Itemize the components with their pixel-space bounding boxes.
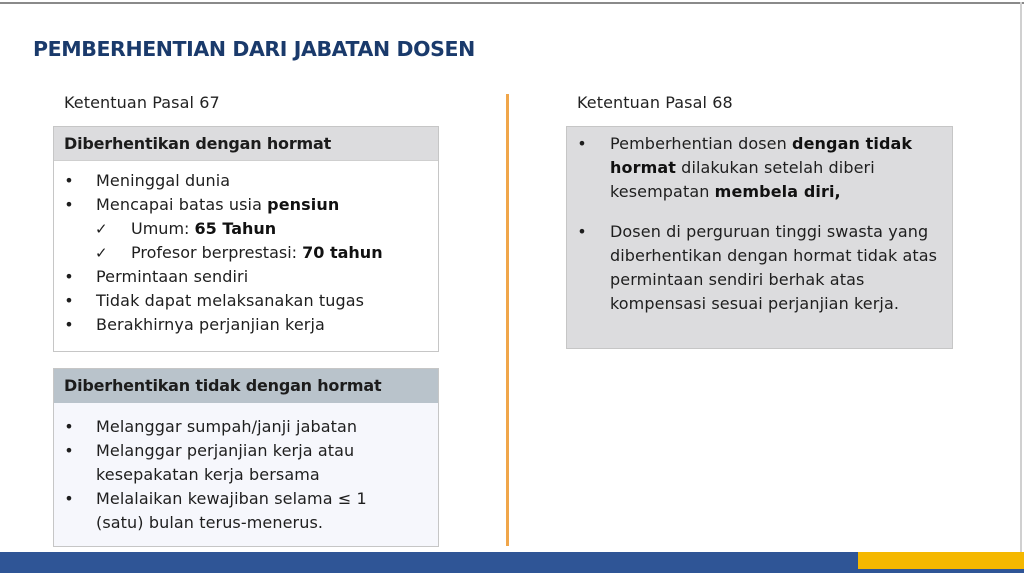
honorable-dismissal-box — [53, 126, 439, 352]
list-item: • Melanggar sumpah/janji jabatan — [54, 415, 438, 439]
list-item: • Pemberhentian dosen dengan tidak hormat dilakukan setelah diberi kesempatan membela diri, — [577, 134, 913, 201]
checkmark-icon: ✓ — [95, 244, 108, 262]
honorable-dismissal-header: Diberhentikan dengan hormat — [54, 127, 438, 161]
pasal-68-label: Ketentuan Pasal 68 — [577, 93, 733, 112]
bullet-icon: • — [64, 171, 74, 190]
column-divider — [506, 94, 509, 546]
list-item: • Tidak dapat melaksanakan tugas — [54, 289, 438, 313]
window-top-border — [0, 2, 1024, 4]
footer-bar-blue — [0, 552, 858, 573]
footer-bar-yellow — [858, 552, 1024, 569]
dishonorable-dismissal-box — [53, 368, 439, 547]
pasal-67-label: Ketentuan Pasal 67 — [64, 93, 220, 112]
list-item: • Mencapai batas usia pensiun — [54, 193, 438, 217]
list-item: • Berakhirnya perjanjian kerja — [54, 313, 438, 337]
dishonorable-dismissal-header: Diberhentikan tidak dengan hormat — [54, 369, 438, 403]
list-item: • Melalaikan kewajiban selama ≤ 1 (satu) bulan terus-menerus. — [64, 489, 367, 532]
bullet-icon: • — [64, 315, 74, 334]
list-item: • Meninggal dunia — [54, 169, 438, 193]
sub-list-item: ✓ Profesor berprestasi: 70 tahun — [54, 241, 438, 265]
list-item: • Melanggar perjanjian kerja atau kesepakatan kerja bersama — [64, 441, 355, 484]
window-right-border — [1020, 2, 1022, 562]
bullet-icon: • — [577, 222, 587, 241]
slide-title: PEMBERHENTIAN DARI JABATAN DOSEN — [33, 37, 475, 61]
footer-bar-base — [858, 569, 1024, 573]
bullet-icon: • — [64, 441, 74, 460]
bullet-icon: • — [577, 134, 587, 153]
bullet-icon: • — [64, 291, 74, 310]
bullet-icon: • — [64, 195, 74, 214]
list-item: • Dosen di perguruan tinggi swasta yang diberhentikan dengan hormat tidak atas permintaan sendiri berhak atas kompensasi sesuai perjanjian kerja. — [577, 222, 938, 313]
checkmark-icon: ✓ — [95, 220, 108, 238]
pasal-68-box — [566, 126, 953, 349]
honorable-dismissal-list — [54, 161, 438, 343]
bullet-icon: • — [64, 267, 74, 286]
dishonorable-dismissal-list — [54, 403, 438, 541]
bullet-icon: • — [64, 489, 74, 508]
bullet-icon: • — [64, 417, 74, 436]
list-item: • Permintaan sendiri — [54, 265, 438, 289]
sub-list-item: ✓ Umum: 65 Tahun — [54, 217, 438, 241]
